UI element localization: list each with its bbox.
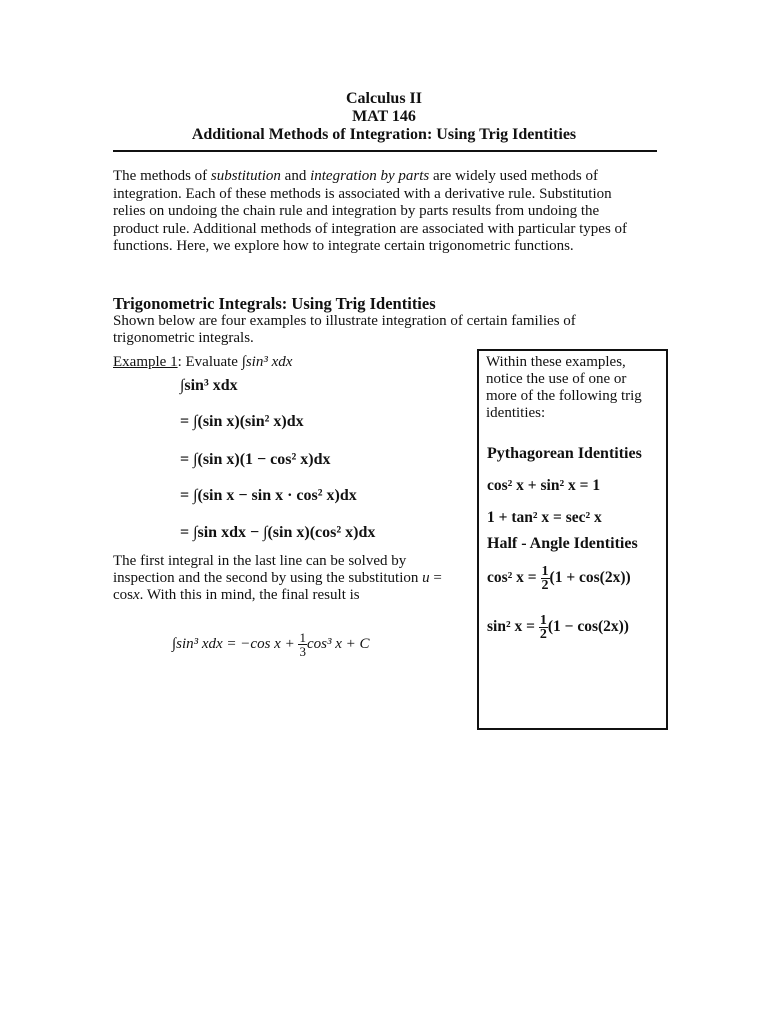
intro-ibp: integration by parts [310,168,430,184]
sub-eq: = cos [113,570,442,603]
section-heading: Trigonometric Integrals: Using Trig Identities [113,294,436,313]
pythagorean-identity-1: cos² x + sin² x = 1 [487,477,601,494]
section-text: Shown below are four examples to illustrate integration of certain families of trigonometric integrals. [113,313,576,346]
step-4: = ∫sin xdx − ∫(sin x)(cos² x)dx [180,524,376,541]
sub-x: x [133,587,140,603]
intro-paragraph [113,168,633,256]
half2-fraction [539,614,548,641]
half1-fraction [541,565,550,592]
example-1-integral: ∫sin³ xdx [241,354,293,370]
final-lhs: ∫sin³ xdx = −cos x + [172,635,299,652]
intro-text-1: The methods of [113,168,211,184]
step-3: = ∫(sin x − sin x · cos² x)dx [180,487,357,504]
explain-text-2: . With this in mind, the final result is [139,587,360,603]
identities-note: Within these examples, notice the use of one or more of the following trig identities: [486,354,642,421]
step-2: = ∫(sin x)(1 − cos² x)dx [180,451,331,468]
course-code: MAT 146 [352,108,416,125]
intro-text-2: and [280,168,311,184]
header-rule [113,150,657,152]
final-numerator: 1 [299,630,306,645]
final-fraction [298,631,307,658]
step-0: ∫sin³ xdx [180,377,238,394]
pythagorean-heading: Pythagorean Identities [487,445,642,462]
half2-lhs: sin² x = [487,618,539,636]
half-angle-identity-2 [487,614,629,641]
example-1-explanation [113,553,463,604]
step-1: = ∫(sin x)(sin² x)dx [180,413,304,430]
half2-numerator: 1 [539,613,547,628]
intro-text-3: are widely used methods of integration. Each of these methods is associated with a derivative rule. Substitution relies on undoing the chain rule and integration by parts results from undoing the product rule. Additional methods of integration are associated with particular types of functions. Here, we explore how to integrate certain trigonometric functions. [113,168,628,254]
half1-rhs: (1 + cos(2x)) [549,569,631,587]
intro-substitution: substitution [210,168,281,184]
final-rhs: cos³ x + C [306,635,370,652]
half1-numerator: 1 [541,564,549,579]
example-1-prompt: : Evaluate [177,354,242,370]
pythagorean-identity-2: 1 + tan² x = sec² x [487,509,602,526]
example-1-label: Example 1 [113,354,178,370]
sub-u: u [422,570,430,586]
half1-lhs: cos² x = [487,569,541,587]
half2-denominator: 2 [539,627,547,642]
final-result [172,631,369,658]
half-angle-heading: Half - Angle Identities [487,535,638,552]
final-denominator: 3 [299,644,306,659]
half1-denominator: 2 [541,578,549,593]
half2-rhs: (1 − cos(2x)) [547,618,629,636]
explain-text-1: The first integral in the last line can be solved by inspection and the second by using the substitution [113,553,423,586]
half-angle-identity-1 [487,565,631,592]
course-title: Calculus II [345,90,423,107]
example-1-line [113,354,292,371]
document-topic: Additional Methods of Integration: Using Trig Identities [191,126,577,143]
